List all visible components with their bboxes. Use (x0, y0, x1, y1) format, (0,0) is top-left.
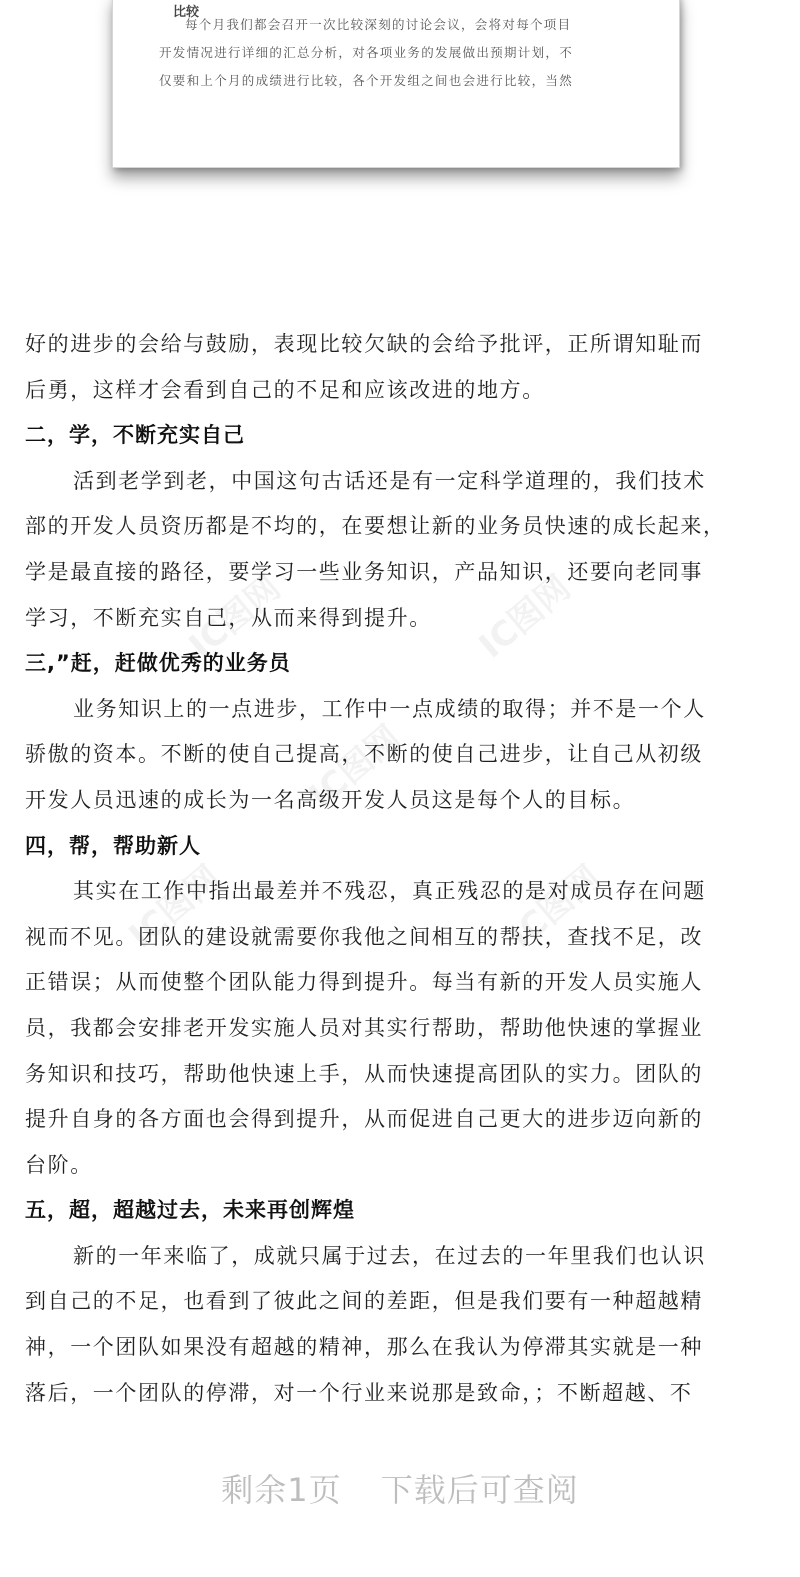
document-body (25, 322, 785, 1416)
preview-line: 每个月我们都会召开一次比较深刻的讨论会议，会将对每个项目 (185, 17, 572, 32)
section-heading: 二，学，不断充实自己 (25, 423, 245, 448)
section-heading: 五，超，超越过去，未来再创辉煌 (25, 1198, 355, 1223)
paragraph-line: 务知识和技巧，帮助他快速上手，从而快速提高团队的实力。团队的 (25, 1061, 703, 1086)
remaining-pages-text: 剩余1页 (221, 1471, 342, 1509)
paragraph-line: 骄傲的资本。不断的使自己提高，不断的使自己进步，让自己从初级 (25, 742, 703, 767)
paragraph-line: 其实在工作中指出最差并不残忍，真正残忍的是对成员存在问题 (73, 879, 706, 904)
paragraph-line: 提升自身的各方面也会得到提升，从而促进自己更大的进步迈向新的 (25, 1107, 703, 1132)
watermark: IC图网 (471, 567, 579, 667)
paragraph-line: 好的进步的会给与鼓励，表现比较欠缺的会给予批评，正所谓知耻而 (25, 332, 703, 356)
paragraph-line: 台阶。 (25, 1152, 93, 1177)
paragraph-line: 神，一个团队如果没有超越的精神，那么在我认为停滞其实就是一种 (25, 1335, 703, 1360)
document-preview-card (112, 0, 680, 168)
watermark: IC图网 (501, 857, 609, 957)
preview-line: 开发情况进行详细的汇总分析，对各项业务的发展做出预期计划，不 (159, 45, 574, 60)
paragraph-line: 到自己的不足，也看到了彼此之间的差距，但是我们要有一种超越精 (25, 1289, 703, 1314)
paragraph-line: 学是最直接的路径，要学习一些业务知识，产品知识，还要向老同事 (25, 559, 703, 584)
preview-text (159, 11, 639, 95)
paragraph-line: 开发人员迅速的成长为一名高级开发人员这是每个人的目标。 (25, 787, 636, 812)
section-heading: 三,”赶，赶做优秀的业务员 (25, 651, 291, 676)
watermark: IC图网 (301, 717, 409, 817)
download-prompt[interactable] (0, 1465, 800, 1511)
paragraph-line: 落后，一个团队的停滞，对一个行业来说那是致命，；不断超越、不 (25, 1380, 693, 1405)
section-heading: 四，帮，帮助新人 (25, 833, 201, 858)
download-to-view-text: 下载后可查阅 (380, 1471, 579, 1509)
paragraph-line: 员，我都会安排老开发实施人员对其实行帮助，帮助他快速的掌握业 (25, 1015, 703, 1040)
preview-line: 仅要和上个月的成绩进行比较，各个开发组之间也会进行比较，当然 (159, 73, 574, 88)
paragraph-line: 正错误；从而使整个团队能力得到提升。每当有新的开发人员实施人 (25, 970, 703, 995)
paragraph-line: 后勇，这样才会看到自己的不足和应该改进的地方。 (25, 377, 545, 402)
paragraph-line: 新的一年来临了，成就只属于过去，在过去的一年里我们也认识 (73, 1243, 706, 1268)
watermark: IC图网 (121, 857, 229, 957)
preview-heading: 比较 (173, 5, 200, 20)
paragraph-line: 部的开发人员资历都是不均的，在要想让新的业务员快速的成长起来， (25, 514, 726, 539)
watermark: IC图网 (181, 567, 289, 667)
paragraph-line: 视而不见。团队的建设就需要你我他之间相互的帮扶，查找不足，改 (25, 924, 703, 949)
paragraph-line: 业务知识上的一点进步，工作中一点成绩的取得；并不是一个人 (73, 696, 706, 721)
paragraph-line: 学习，不断充实自己，从而来得到提升。 (25, 605, 432, 630)
paragraph-line: 活到老学到老，中国这句古话还是有一定科学道理的，我们技术 (73, 468, 706, 493)
